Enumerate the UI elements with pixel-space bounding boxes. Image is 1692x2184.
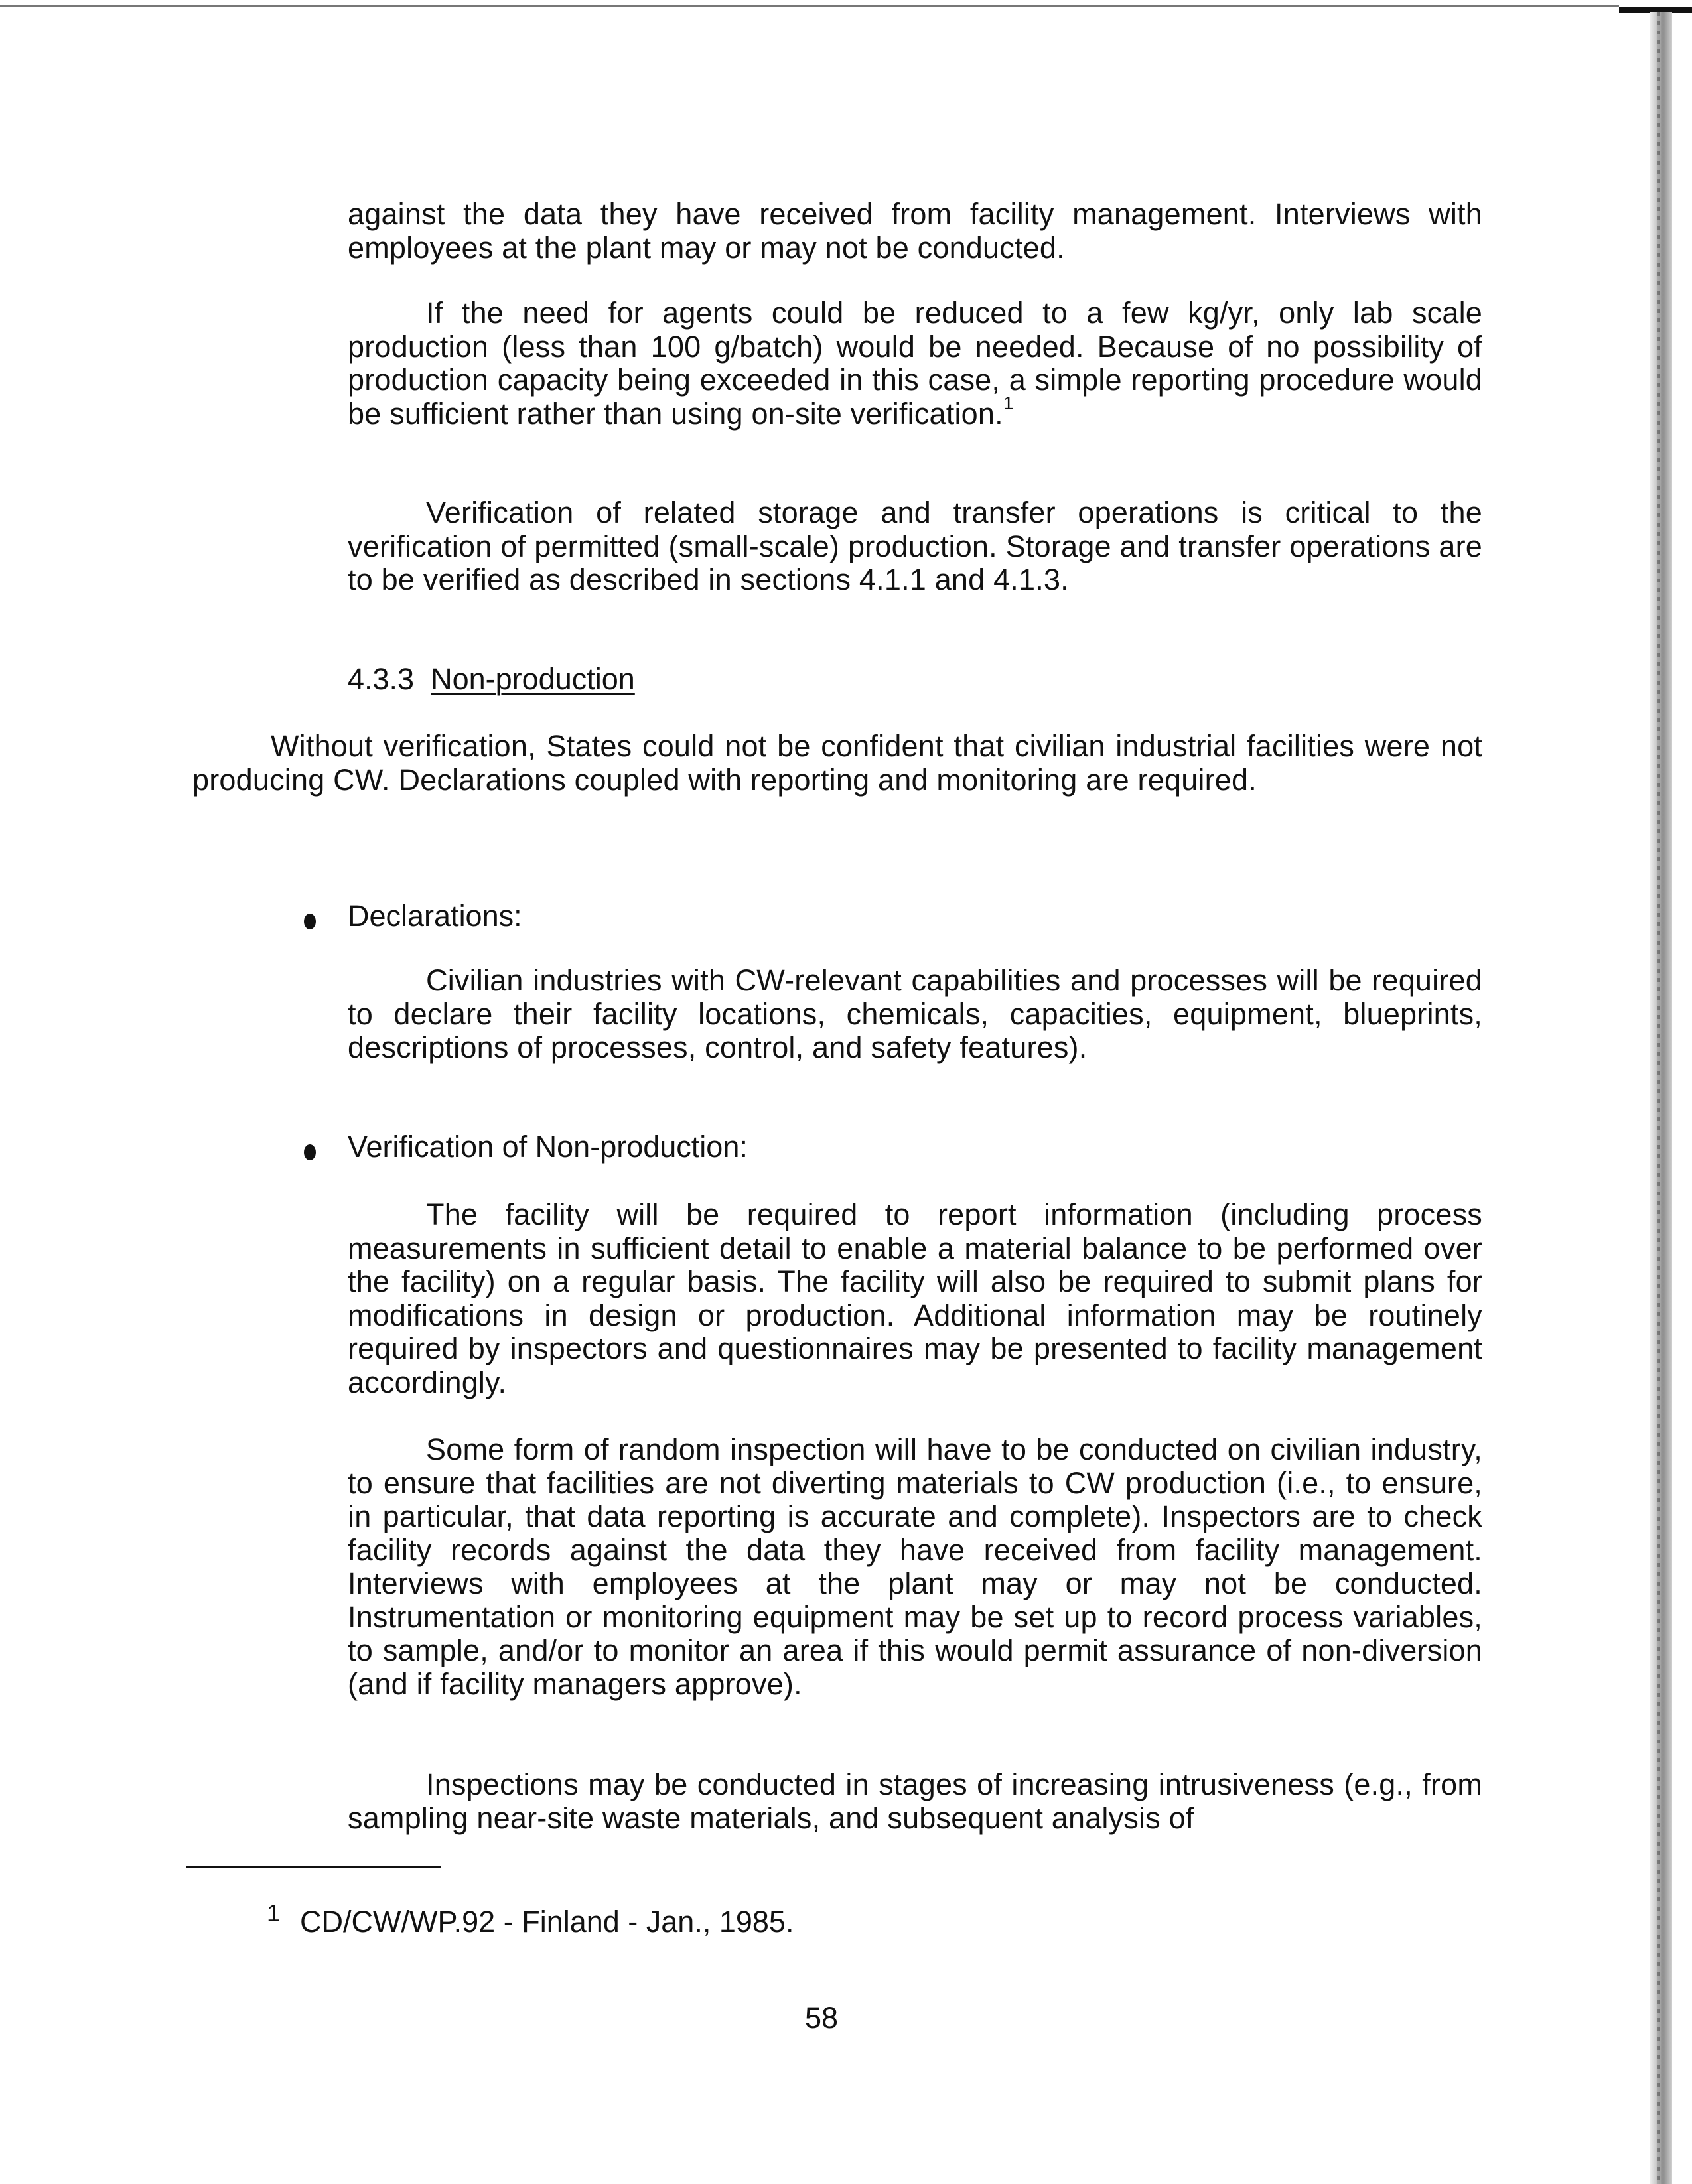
footnote-marker: 1 [267, 1899, 281, 1927]
scan-page-edge [1650, 12, 1672, 2184]
bullet-icon [304, 914, 316, 929]
paragraph-non-production-intro: Without verification, States could not be confident that civilian industrial facilities were not producing CW. Declarations coupled with reporting and monitoring are required. [192, 729, 1482, 797]
scan-top-rule [0, 5, 1619, 7]
bullet-label-verification: Verification of Non-production: [348, 1130, 748, 1164]
paragraph-inspection-stages: Inspections may be conducted in stages of increasing intrusiveness (e.g., from sampling near-site waste materials, and subsequent analysis of [348, 1767, 1482, 1835]
paragraph-storage-transfer: Verification of related storage and transfer operations is critical to the verification of permitted (small-scale) production. Storage and transfer operations are to be verified as described in sections 4.1.1 and 4.1.3. [348, 496, 1482, 596]
bullet-label-declarations: Declarations: [348, 899, 522, 933]
section-title: Non-production [431, 662, 635, 696]
section-heading [348, 663, 635, 696]
paragraph-random-inspection: Some form of random inspection will have to be conducted on civilian industry, to ensure that facilities are not diverting materials to CW production (i.e., to ensure, in particular, that data reporting is accurate and complete). Inspectors are to check facility records against the data they have received from facility management. Interviews with employees at the plant may or may not be conducted. Instrumentation or monitoring equipment may be set up to record process variables, to sample, and/or to monitor an area if this would permit assurance of non-diversion (and if facility managers approve). [348, 1432, 1482, 1701]
bullet-icon [304, 1144, 316, 1160]
footnote-divider [186, 1866, 441, 1868]
footnote-text: CD/CW/WP.92 - Finland - Jan., 1985. [300, 1905, 794, 1939]
paragraph-lab-scale [348, 297, 1482, 431]
paragraph-reporting: The facility will be required to report information (including process measurements in sufficient detail to enable a material balance to be performed over the facility) on a regular basis. The facility will also be required to submit plans for modifications in design or production. Additional information may be routinely required by inspectors and questionnaires may be presented to facility management accordingly. [348, 1197, 1482, 1399]
footnote-reference: 1 [1003, 392, 1014, 413]
paragraph-continuation: against the data they have received from facility management. Interviews with employees at the plant may or may not be conducted. [348, 197, 1482, 265]
paragraph-lab-scale-text: If the need for agents could be reduced to a few kg/yr, only lab scale production (less than 100 g/batch) would be needed. Because of no possibility of production capacity being exceeded in this case, a simple reporting procedure would be sufficient rather than using on-site verification. [348, 296, 1482, 431]
page-number: 58 [805, 2001, 839, 2035]
paragraph-declarations: Civilian industries with CW-relevant capabilities and processes will be required to declare their facility locations, chemicals, capacities, equipment, blueprints, descriptions of processes, control, and safety features). [348, 963, 1482, 1064]
section-number: 4.3.3 [348, 662, 415, 696]
